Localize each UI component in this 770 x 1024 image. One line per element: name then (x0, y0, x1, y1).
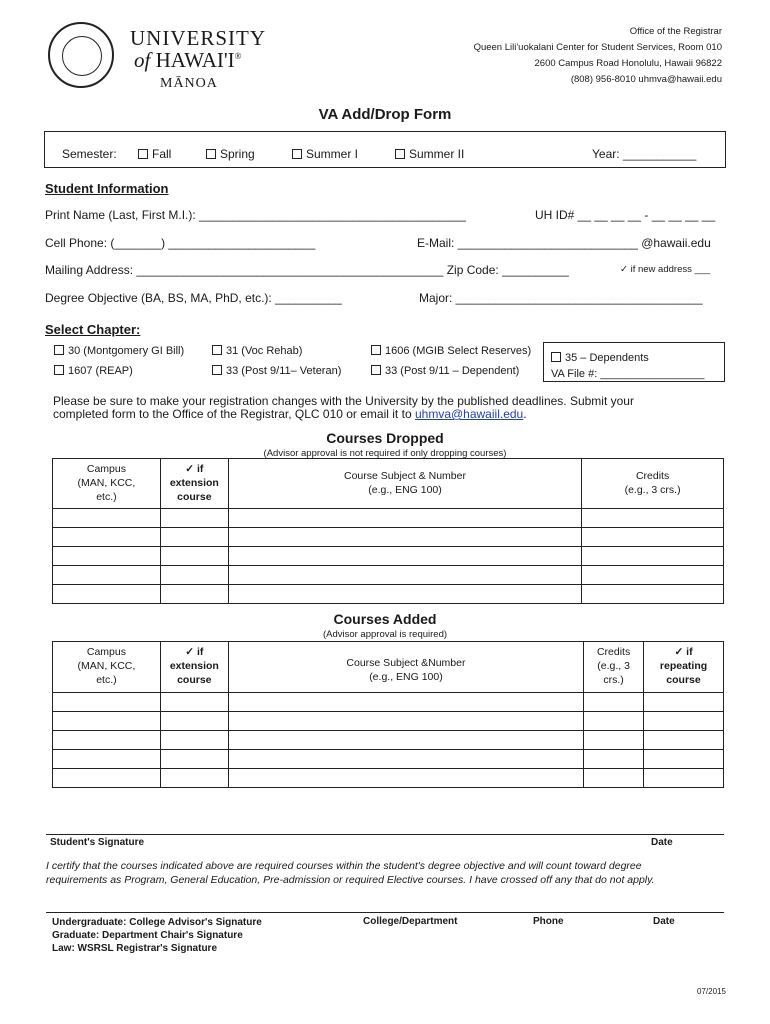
form-title: VA Add/Drop Form (318, 106, 452, 123)
courses-added-subtitle: (Advisor approval is required) (322, 629, 448, 640)
table-header-row (53, 459, 724, 509)
university-name-line2: of HAWAI'I® (134, 48, 242, 72)
checkbox-icon[interactable] (212, 345, 222, 355)
phone-label: Phone (533, 916, 564, 927)
student-information-heading: Student Information (45, 181, 169, 196)
courses-dropped-table (52, 458, 724, 604)
credits-header: Credits (e.g., 3 crs.) (582, 459, 724, 509)
advisor-date-label: Date (653, 916, 675, 927)
mailing-address-field[interactable]: Mailing Address: ______________________________________________ Zip Code: __________ (45, 263, 569, 277)
student-date-label: Date (651, 837, 673, 848)
table-row[interactable] (53, 585, 724, 604)
instructions-line1: Please be sure to make your registration changes with the University by the published deadlines. Submit your (53, 394, 634, 408)
instructions-line2: completed form to the Office of the Registrar, QLC 010 or email it to uhmva@hawaiil.edu. (53, 407, 527, 421)
table-row[interactable] (53, 547, 724, 566)
certification-line1: I certify that the courses indicated above are required courses within the student's degree objective and will count toward degree (46, 860, 642, 872)
checkbox-icon[interactable] (371, 365, 381, 375)
major-field[interactable]: Major: _____________________________________ (419, 291, 703, 305)
registrar-email-link[interactable]: uhmva@hawaiil.edu (414, 407, 524, 421)
checkbox-icon[interactable] (395, 149, 405, 159)
university-name-line1: UNIVERSITY (130, 26, 266, 50)
repeating-header: ✓ if repeating course (644, 642, 724, 693)
table-row[interactable] (53, 693, 724, 712)
semester-option-fall[interactable]: Fall (138, 147, 171, 161)
form-revision-date: 07/2015 (697, 987, 726, 996)
table-row[interactable] (53, 731, 724, 750)
table-row[interactable] (53, 712, 724, 731)
certification-line2: requirements as Program, General Education, Pre-admission or required Elective courses. I have crossed off any that do not apply. (46, 874, 655, 886)
table-row[interactable] (53, 566, 724, 585)
university-name-line3: MĀNOA (160, 76, 218, 91)
cell-phone-field[interactable]: Cell Phone: (_______) ______________________ (45, 236, 316, 250)
degree-objective-field[interactable]: Degree Objective (BA, BS, MA, PhD, etc.): __________ (45, 291, 342, 305)
credits-header: Credits (e.g., 3 crs.) (584, 642, 644, 693)
checkbox-icon[interactable] (551, 352, 561, 362)
extension-header: ✓ if extension course (160, 459, 228, 509)
checkbox-icon[interactable] (371, 345, 381, 355)
select-chapter-heading: Select Chapter: (45, 322, 141, 337)
new-address-check[interactable]: ✓ if new address ___ (620, 264, 711, 275)
table-row[interactable] (53, 509, 724, 528)
checkbox-icon[interactable] (292, 149, 302, 159)
semester-option-summer-ii[interactable]: Summer II (395, 147, 464, 161)
chapter-option-31[interactable]: 31 (Voc Rehab) (212, 345, 302, 357)
table-row[interactable] (53, 769, 724, 788)
student-signature-label: Student's Signature (50, 837, 145, 848)
chapter-option-30[interactable]: 30 (Montgomery GI Bill) (54, 345, 184, 357)
checkbox-icon[interactable] (206, 149, 216, 159)
courses-added-title: Courses Added (333, 611, 437, 627)
checkbox-icon[interactable] (212, 365, 222, 375)
extension-header: ✓ if extension course (160, 642, 228, 693)
courses-dropped-title: Courses Dropped (326, 430, 444, 446)
uh-id-field[interactable]: UH ID# __ __ __ __ - __ __ __ __ (535, 208, 716, 222)
checkbox-icon[interactable] (138, 149, 148, 159)
table-row[interactable] (53, 750, 724, 769)
table-header-row (53, 642, 724, 693)
year-field[interactable]: Year: ___________ (592, 147, 697, 161)
course-header: Course Subject & Number (e.g., ENG 100) (228, 459, 581, 509)
student-signature-line[interactable] (46, 834, 724, 835)
advisor-signature-line[interactable] (46, 912, 724, 913)
chapter-option-33-dependent[interactable]: 33 (Post 9/11 – Dependent) (371, 365, 519, 377)
courses-dropped-subtitle: (Advisor approval is not required if only dropping courses) (263, 448, 507, 459)
university-seal-logo (48, 22, 114, 88)
email-field[interactable]: E-Mail: ___________________________ @hawaii.edu (417, 236, 711, 250)
chapter-option-1606[interactable]: 1606 (MGIB Select Reserves) (371, 345, 531, 357)
college-department-label: College/Department (363, 916, 458, 927)
registrar-office-address: Office of the Registrar Queen Lili'uokalani Center for Student Services, Room 010 2600 Campus Road Honolulu, Hawaii 96822 (808) 956-8010 uhmva@hawaii.edu (473, 26, 722, 85)
chapter-option-1607[interactable]: 1607 (REAP) (54, 365, 133, 377)
advisor-signature-label: Undergraduate: College Advisor's Signature Graduate: Department Chair's Signature Law: WSRSL Registrar's Signature (52, 917, 262, 954)
courses-added-table (52, 641, 724, 788)
semester-option-summer-i[interactable]: Summer I (292, 147, 358, 161)
campus-header: Campus (MAN, KCC, etc.) (53, 459, 161, 509)
course-header: Course Subject &Number (e.g., ENG 100) (228, 642, 583, 693)
table-row[interactable] (53, 528, 724, 547)
campus-header: Campus (MAN, KCC, etc.) (53, 642, 161, 693)
chapter-option-35[interactable]: 35 – Dependents (551, 352, 649, 364)
semester-option-spring[interactable]: Spring (206, 147, 255, 161)
checkbox-icon[interactable] (54, 365, 64, 375)
print-name-field[interactable]: Print Name (Last, First M.I.): ________________________________________ (45, 208, 466, 222)
va-file-field[interactable]: VA File #: _________________ (551, 368, 705, 380)
chapter-option-33-veteran[interactable]: 33 (Post 9/11– Veteran) (212, 365, 341, 377)
semester-label: Semester: (62, 147, 117, 161)
checkbox-icon[interactable] (54, 345, 64, 355)
